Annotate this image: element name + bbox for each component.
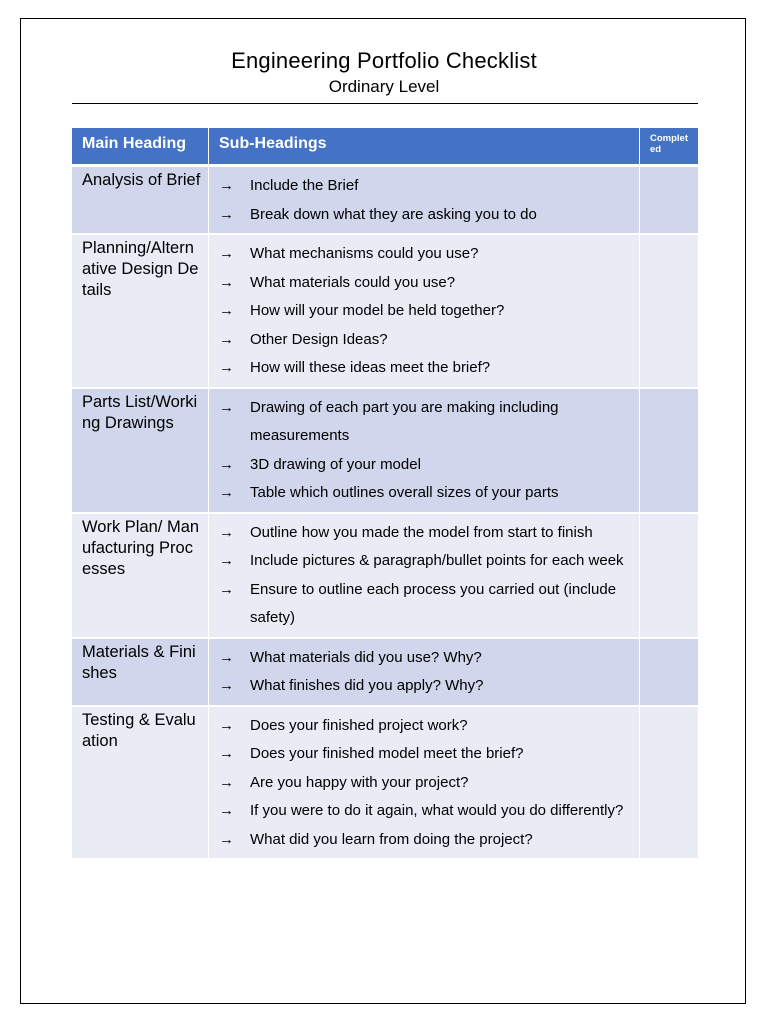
list-item — [219, 769, 639, 798]
arrow-right-icon: → — [219, 716, 234, 734]
sub-heading-list — [209, 389, 639, 512]
arrow-right-icon: → — [219, 455, 234, 473]
completed-checkbox-cell[interactable] — [640, 639, 698, 707]
sub-heading-text: What materials could you use? — [250, 273, 456, 291]
table-row — [72, 514, 698, 639]
sub-heading-text: What materials did you use? Why? — [250, 648, 482, 666]
title-divider — [72, 103, 698, 104]
sub-heading-text: 3D drawing of your model — [250, 455, 421, 473]
main-heading-cell: Work Plan/ Manufacturing Processes — [72, 514, 209, 639]
table-row — [72, 639, 698, 707]
main-heading-cell: Materials & Finishes — [72, 639, 209, 707]
sub-heading-list — [209, 707, 639, 859]
main-heading-cell: Analysis of Brief — [72, 167, 209, 235]
main-heading-cell: Testing & Evaluation — [72, 707, 209, 861]
arrow-right-icon: → — [219, 205, 234, 223]
sub-heading-list — [209, 235, 639, 387]
header-main-label: Main Heading — [82, 135, 187, 152]
main-heading-cell: Planning/Alternative Design Details — [72, 235, 209, 389]
sub-headings-cell — [209, 639, 640, 707]
arrow-right-icon: → — [219, 302, 234, 319]
sub-heading-text: Are you happy with your project? — [250, 773, 469, 791]
page-title: Engineering Portfolio Checklist — [231, 48, 537, 73]
sub-headings-cell — [209, 514, 640, 639]
list-item — [219, 451, 639, 480]
table-row — [72, 707, 698, 861]
arrow-right-icon: → — [219, 273, 234, 291]
table-header-row — [72, 128, 698, 167]
arrow-right-icon: → — [219, 330, 234, 348]
list-item — [219, 297, 639, 326]
sub-heading-text: Table which outlines overall sizes of your parts — [250, 484, 559, 501]
list-item — [219, 201, 639, 230]
sub-heading-text: How will your model be held together? — [250, 302, 505, 319]
arrow-right-icon: → — [219, 773, 234, 791]
sub-headings-cell — [209, 389, 640, 514]
list-item — [219, 740, 639, 769]
sub-heading-text: What did you learn from doing the project? — [250, 830, 533, 848]
list-item — [219, 240, 639, 269]
main-heading-cell: Parts List/Working Drawings — [72, 389, 209, 514]
sub-heading-list — [209, 639, 639, 705]
list-item — [219, 826, 639, 855]
arrow-right-icon: → — [219, 830, 234, 848]
sub-headings-cell — [209, 235, 640, 389]
completed-checkbox-cell[interactable] — [640, 707, 698, 861]
arrow-right-icon: → — [219, 677, 234, 694]
sub-headings-cell — [209, 707, 640, 861]
list-item — [219, 269, 639, 298]
list-item — [219, 519, 639, 548]
sub-heading-text: Does your finished model meet the brief? — [250, 745, 524, 762]
sub-heading-list — [209, 167, 639, 233]
arrow-right-icon: → — [219, 177, 234, 194]
arrow-right-icon: → — [219, 580, 234, 598]
list-item — [219, 797, 639, 826]
sub-heading-text: Ensure to outline each process you carried out (include safety) — [250, 580, 617, 626]
page-subtitle: Ordinary Level — [328, 77, 440, 96]
header-sub-headings — [209, 128, 640, 167]
header-completed-label: Completed — [650, 133, 688, 155]
list-item — [219, 576, 639, 633]
sub-heading-text: Drawing of each part you are making including measurements — [250, 398, 559, 444]
checklist-table — [72, 128, 698, 860]
list-item — [219, 712, 639, 741]
arrow-right-icon: → — [219, 398, 234, 416]
completed-checkbox-cell[interactable] — [640, 235, 698, 389]
arrow-right-icon: → — [219, 359, 234, 376]
sub-heading-text: What mechanisms could you use? — [250, 245, 479, 262]
arrow-right-icon: → — [219, 802, 234, 819]
table-row — [72, 235, 698, 389]
arrow-right-icon: → — [219, 523, 234, 541]
table-row — [72, 389, 698, 514]
list-item — [219, 479, 639, 508]
sub-heading-text: Outline how you made the model from start to finish — [250, 523, 593, 541]
sub-heading-text: If you were to do it again, what would you do differently? — [250, 802, 624, 819]
completed-checkbox-cell[interactable] — [640, 514, 698, 639]
sub-headings-cell — [209, 167, 640, 235]
completed-checkbox-cell[interactable] — [640, 167, 698, 235]
completed-checkbox-cell[interactable] — [640, 389, 698, 514]
list-item — [219, 644, 639, 673]
arrow-right-icon: → — [219, 648, 234, 666]
list-item — [219, 354, 639, 383]
arrow-right-icon: → — [219, 552, 234, 569]
sub-heading-text: Include the Brief — [250, 177, 359, 194]
sub-heading-text: Other Design Ideas? — [250, 330, 388, 348]
sub-heading-text: How will these ideas meet the brief? — [250, 359, 491, 376]
table-row — [72, 167, 698, 235]
sub-heading-text: Include pictures & paragraph/bullet points for each week — [250, 552, 624, 569]
header-sub-label: Sub-Headings — [219, 135, 327, 152]
list-item — [219, 394, 639, 451]
list-item — [219, 172, 639, 201]
sub-heading-text: Does your finished project work? — [250, 716, 468, 734]
list-item — [219, 672, 639, 701]
list-item — [219, 547, 639, 576]
header-completed — [640, 128, 698, 167]
sub-heading-list — [209, 514, 639, 637]
list-item — [219, 326, 639, 355]
header-main-heading — [72, 128, 209, 167]
sub-heading-text: What finishes did you apply? Why? — [250, 677, 484, 694]
arrow-right-icon: → — [219, 484, 234, 501]
arrow-right-icon: → — [219, 245, 234, 262]
arrow-right-icon: → — [219, 745, 234, 762]
sub-heading-text: Break down what they are asking you to do — [250, 205, 537, 223]
table-body — [72, 167, 698, 860]
